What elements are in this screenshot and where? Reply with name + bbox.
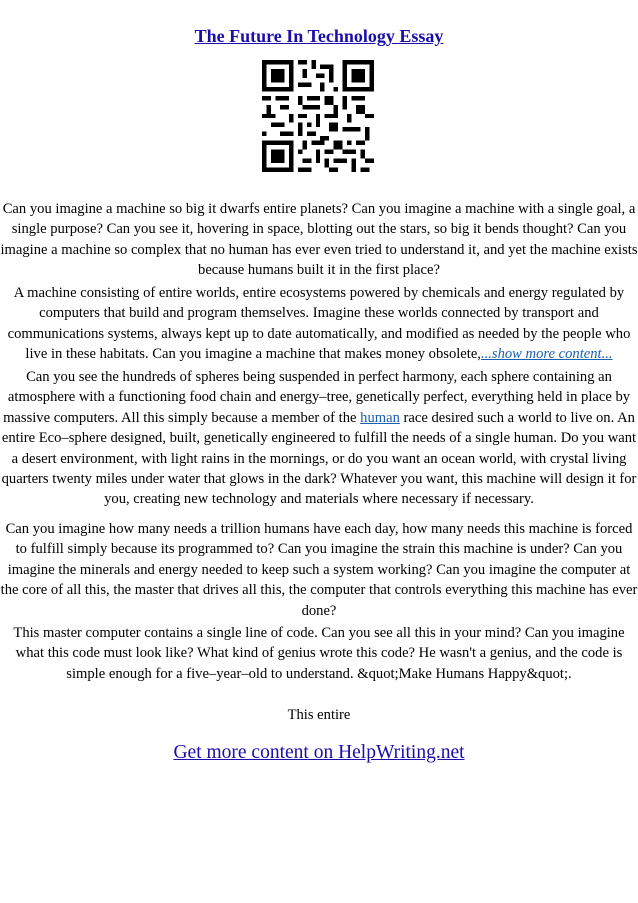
page-title[interactable]: The Future In Technology Essay	[194, 26, 444, 46]
essay-paragraph-1: Can you imagine a machine so big it dwarfs entire planets? Can you imagine a machine with a single goal, a single purpose? Can you see it, hovering in space, blotting out the stars, so big it bends thought? Can you imagine a machine so complex that no human has ever even tried to understand it, and yet the machine exists because humans built it in the first place?	[0, 201, 638, 279]
show-more-content-link[interactable]: ...show more content...	[480, 346, 613, 363]
paragraph-3-text-after: race desired such a world to live on. An entire Eco–sphere designed, built, genetically engineered to fulfill the needs of a single human. Do you want a desert environment, with light rains in the mornings, or do you want an ocean world, with crystal living quarters twenty miles under water that glows in the dark? Whatever you want, this machine will design it for you, creating new technology and materials where necessary if necessary.	[1, 409, 637, 508]
essay-paragraph-3	[0, 367, 638, 510]
essay-paragraph-2	[0, 283, 638, 365]
qr-code-icon	[262, 60, 374, 172]
paragraph-2-text: A machine consisting of entire worlds, entire ecosystems powered by chemicals and energy regulated by computers that build and program themselves. Imagine these worlds connected by transport and communications systems, always kept up to date automatically, and modified as needed by the people who live in these habitats. Can you imagine a machine that makes money obsolete,	[7, 285, 631, 363]
get-more-content-link[interactable]: Get more content on HelpWriting.net	[173, 742, 465, 763]
essay-paragraph-6: This entire	[287, 707, 351, 723]
paragraph-3-text-before: Can you see the hundreds of spheres being suspended in perfect harmony, each sphere containing an atmosphere with a functioning food chain and energy–tree, genetically perfect, everything held in place by massive computers. All this simply because a member of the	[3, 369, 631, 426]
essay-paragraph-4: Can you imagine how many needs a trillion humans have each day, how many needs this machine is forced to fulfill simply because its programmed to? Can you imagine the strain this machine is under? Can you imagine the minerals and energy needed to keep such a system working? Can you imagine the computer at the core of all this, the master that drives all this, the computer that controls everything this machine has ever done?	[0, 521, 638, 619]
essay-paragraph-5: This master computer contains a single line of code. Can you see all this in your mind? Can you imagine what this code must look like? What kind of genius wrote this code? He wasn't a genius, and the code is simple enough for a five–year–old to understand. &quot;Make Humans Happy&quot;.	[13, 625, 625, 682]
human-link[interactable]: human	[360, 409, 400, 426]
